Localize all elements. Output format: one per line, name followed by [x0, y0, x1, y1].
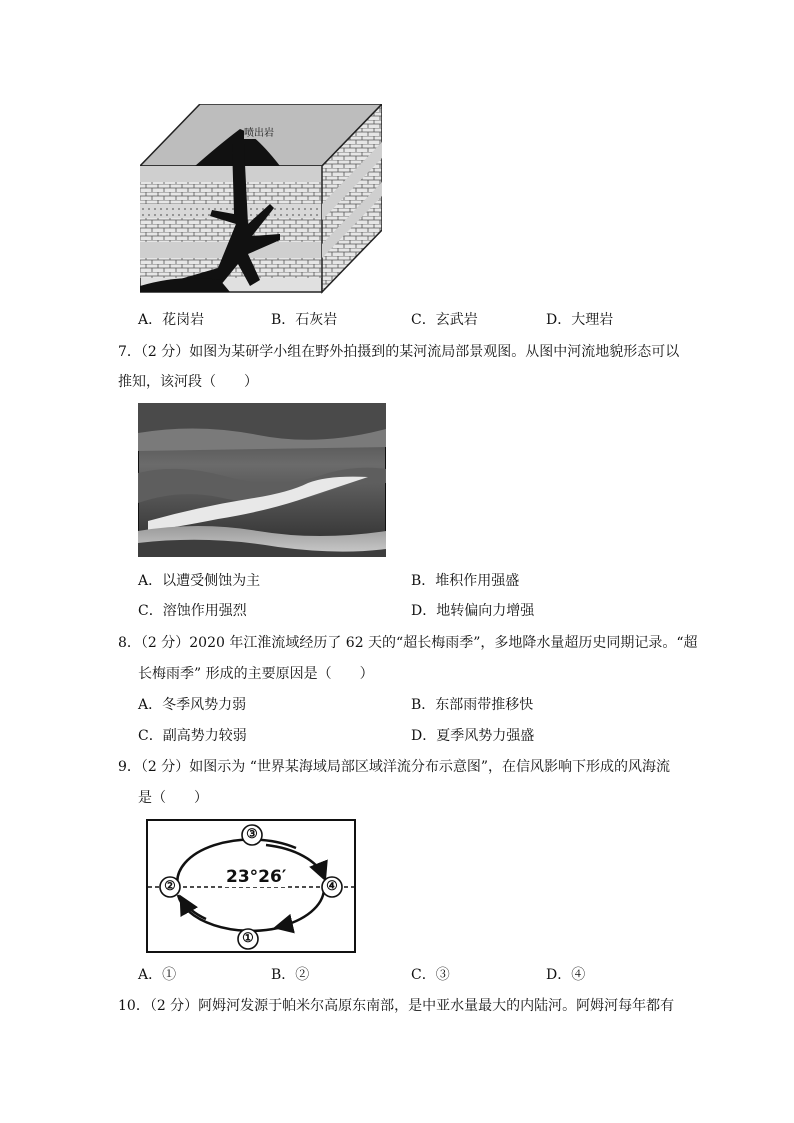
figure-label-extrusive-rock: 喷出岩 — [244, 124, 274, 139]
q8-stem-line1: 8．（2 分）2020 年江淮流域经历了 62 天的“超长梅雨季”，多地降水量超历史同期记录。“超 — [118, 635, 698, 651]
q10-stem-line1: 10．（2 分）阿姆河发源于帕米尔高原东南部，是中亚水量最大的内陆河。阿姆河每年都有 — [118, 998, 675, 1014]
q6-option-a[interactable]: A．花岗岩 — [138, 312, 205, 328]
q7-option-a[interactable]: A．以遭受侧蚀为主 — [138, 573, 261, 589]
q8-option-c[interactable]: C．副高势力较弱 — [138, 728, 247, 744]
q7-stem-line2: 推知，该河段（ ） — [118, 374, 258, 390]
q8-stem-line2: 长梅雨季” 形成的主要原因是（ ） — [138, 666, 374, 682]
q7-option-b[interactable]: B．堆积作用强盛 — [411, 573, 520, 589]
q7-option-c[interactable]: C．溶蚀作用强烈 — [138, 603, 247, 619]
river-landscape-photo — [138, 403, 386, 557]
marker-3-label: ③ — [246, 827, 258, 842]
marker-2-label: ② — [164, 879, 176, 894]
rock-block-diagram — [140, 104, 382, 294]
q9-stem-line1: 9．（2 分）如图示为 “世界某海域局部区域洋流分布示意图”，在信风影响下形成的风海流 — [118, 759, 671, 775]
q6-option-b[interactable]: B．石灰岩 — [271, 312, 338, 328]
marker-4-label: ④ — [326, 879, 338, 894]
q8-option-a[interactable]: A．冬季风势力弱 — [138, 697, 247, 713]
q9-stem-line2: 是（ ） — [138, 790, 208, 806]
q9-option-d[interactable]: D．④ — [546, 967, 586, 983]
q6-option-c[interactable]: C．玄武岩 — [411, 312, 478, 328]
q9-option-c[interactable]: C．③ — [411, 967, 450, 983]
q8-option-b[interactable]: B．东部雨带推移快 — [411, 697, 534, 713]
latitude-label: 23°26′ — [226, 867, 287, 887]
marker-1-label: ① — [242, 931, 254, 946]
q6-option-d[interactable]: D．大理岩 — [546, 312, 614, 328]
q9-option-b[interactable]: B．② — [271, 967, 310, 983]
ocean-current-diagram — [146, 819, 358, 955]
q9-option-a[interactable]: A．① — [138, 967, 177, 983]
q8-option-d[interactable]: D．夏季风势力强盛 — [411, 728, 535, 744]
q7-option-d[interactable]: D．地转偏向力增强 — [411, 603, 535, 619]
q7-stem-line1: 7．（2 分）如图为某研学小组在野外拍摄到的某河流局部景观图。从图中河流地貌形态可以 — [118, 344, 680, 360]
